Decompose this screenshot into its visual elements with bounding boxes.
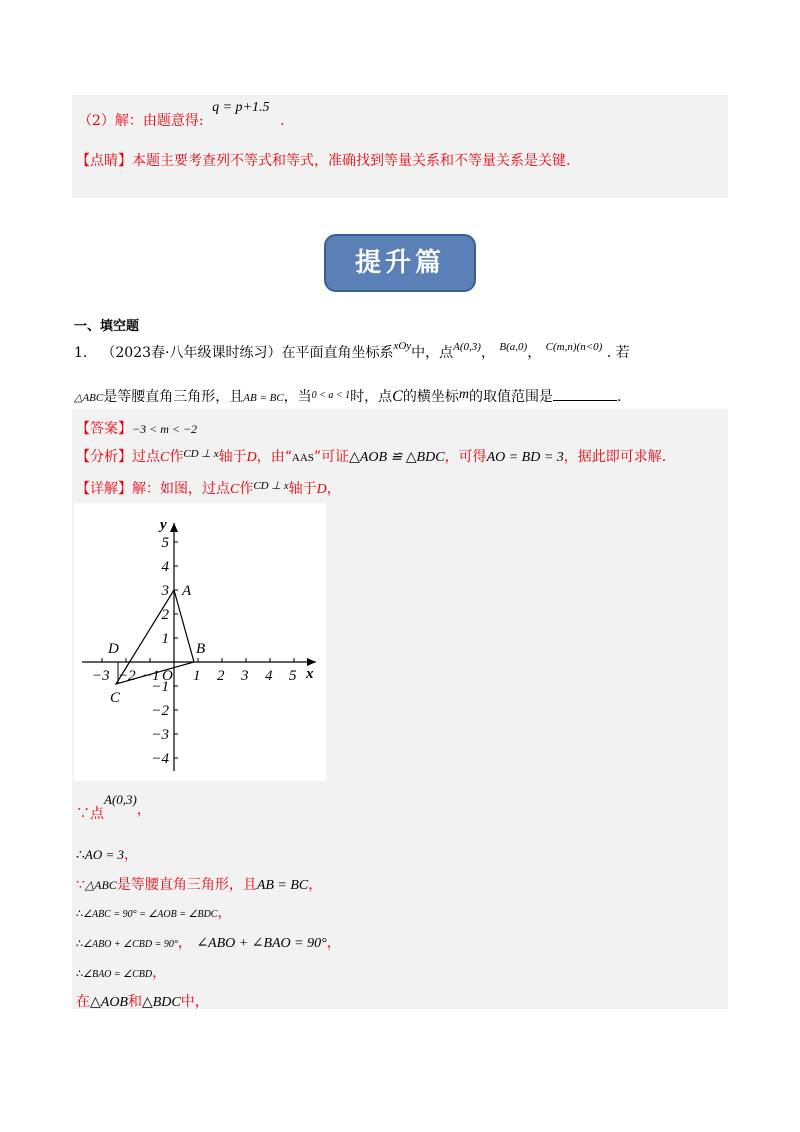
section-banner: 提升篇 bbox=[324, 234, 476, 292]
point-b-label: B bbox=[196, 641, 206, 657]
origin-label: O bbox=[162, 668, 173, 684]
question-line-1: 1． （2023春·八年级课时练习）在平面直角坐标系$^{xOy}$中，点$^{A(0,3)}$， $^{B(a,0)}$， $^{C(m,n)(n<0)}$ . 若 bbox=[74, 340, 630, 361]
y-tick-label: 5 bbox=[161, 535, 169, 551]
coordinate-plane bbox=[74, 503, 326, 781]
step-2: ∴AO = 3， bbox=[76, 847, 139, 863]
detail-line: 【详解】解：如图，过点C作$^{CD \perp x}$轴于D， bbox=[76, 480, 341, 497]
step-7: 在△AOB和△BDC中， bbox=[76, 994, 209, 1010]
x-tick-label: 4 bbox=[265, 668, 273, 684]
x-tick-label: −3 bbox=[92, 668, 110, 684]
part2-formula: q = p+1.5 bbox=[212, 100, 270, 115]
x-tick-label: −2 bbox=[118, 668, 136, 684]
y-tick-label: −3 bbox=[151, 727, 169, 743]
x-tick-labels bbox=[92, 668, 297, 684]
answer-tag: 【答案】 bbox=[76, 421, 132, 437]
section-title: 一、填空题 bbox=[74, 319, 140, 334]
x-axis-arrow bbox=[307, 658, 316, 666]
x-tick-label: 2 bbox=[217, 668, 225, 684]
step-1: ∵点A(0,3)， bbox=[76, 792, 151, 822]
step-3: ∵△ABC是等腰直角三角形，且AB = BC， bbox=[76, 877, 323, 893]
point-a-label: A bbox=[182, 583, 192, 599]
comment-tag: 【点睛】 bbox=[76, 153, 132, 169]
y-tick-label: 2 bbox=[161, 607, 169, 623]
y-tick-labels bbox=[151, 535, 169, 767]
analysis-line: 【分析】过点C作$^{CD \perp x}$轴于D，由“AAS”可证△AOB ≌ △BDC，可得AO = BD = 3，据此即可求解. bbox=[76, 448, 667, 465]
y-axis-arrow bbox=[170, 523, 178, 532]
answer-line bbox=[76, 418, 197, 438]
y-tick-label: 3 bbox=[161, 583, 169, 599]
y-tick-label: −4 bbox=[151, 751, 169, 767]
question-line-2: △ABC是等腰直角三角形，且AB = BC，当$^{0 < a < 1}$时，点C的横坐标m的取值范围是 . bbox=[74, 387, 622, 405]
y-tick-label: −2 bbox=[151, 703, 169, 719]
y-axis-label: y bbox=[160, 517, 167, 533]
step-5: ∴∠ABO + ∠CBD = 90°， ∠ABO + ∠BAO = 90°， bbox=[76, 935, 341, 951]
x-axis-label: x bbox=[306, 666, 314, 682]
point-c-label: C bbox=[110, 690, 121, 706]
y-tick-label: −1 bbox=[151, 679, 169, 695]
comment-line bbox=[76, 150, 570, 170]
comment-text: 本题主要考查列不等式和等式，准确找到等量关系和不等量关系是关键. bbox=[132, 153, 571, 169]
step-4: ∴∠ABC = 90° = ∠AOB = ∠BDC， bbox=[76, 905, 232, 921]
y-tick-marks bbox=[174, 542, 178, 758]
x-tick-label: 5 bbox=[289, 668, 297, 684]
answer-value: −3 < m < −2 bbox=[132, 422, 198, 436]
step-6: ∴∠BAO = ∠CBD， bbox=[76, 965, 167, 981]
point-d-label: D bbox=[108, 641, 119, 657]
part2-line: （2）解：由题意得: q = p+1.5 . bbox=[78, 100, 285, 129]
x-tick-label: 3 bbox=[241, 668, 249, 684]
x-tick-label: −1 bbox=[142, 668, 160, 684]
coordinate-figure bbox=[74, 503, 326, 781]
y-tick-label: 1 bbox=[161, 631, 169, 647]
x-tick-label: 1 bbox=[193, 668, 201, 684]
answer-blank bbox=[553, 388, 617, 401]
y-tick-label: 4 bbox=[161, 559, 169, 575]
